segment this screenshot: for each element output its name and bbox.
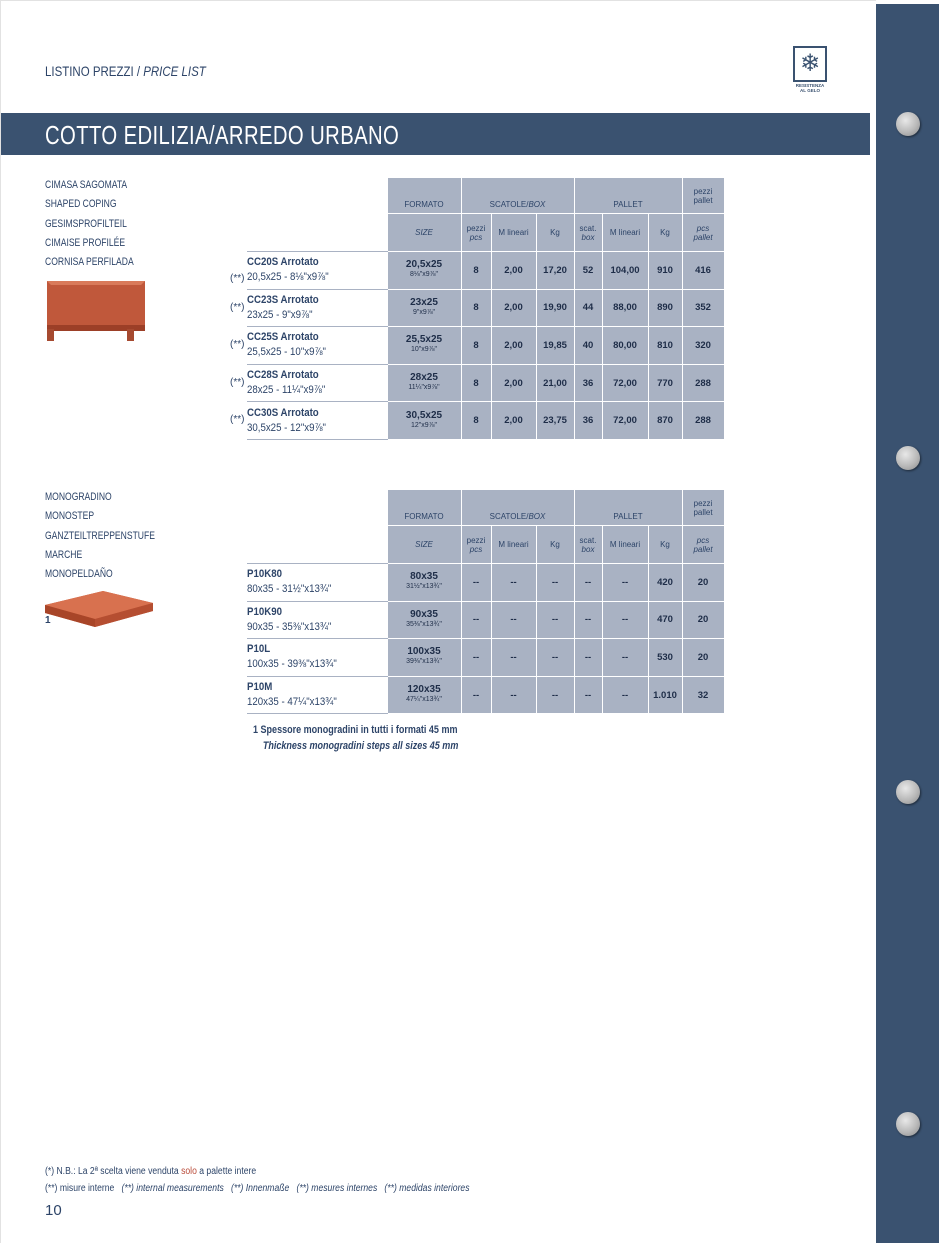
- product-label: [247, 601, 387, 639]
- product-code: CC28S Arrotato: [247, 369, 319, 382]
- cell-kg: 19,90: [536, 289, 574, 327]
- header-pallet: PALLET: [574, 490, 682, 526]
- cell-pcs: --: [461, 601, 491, 639]
- cell-scat: 36: [574, 364, 602, 402]
- product-label: [247, 639, 387, 677]
- banner-title: COTTO EDILIZIA/ARREDO URBANO: [45, 120, 400, 150]
- cell-pml: 104,00: [602, 252, 648, 290]
- cell-scat: --: [574, 564, 602, 602]
- header-pallet-m-lineari: M lineari: [602, 526, 648, 564]
- cell-pkg: 530: [648, 639, 682, 677]
- asterisk-mark: (**): [230, 339, 245, 351]
- product-names-monostep: MONOGRADINO MONOSTEP GANZTEILTREPPENSTUFE MARCHE MONOPELDAÑO: [45, 491, 155, 581]
- cell-ml: --: [491, 639, 536, 677]
- cell-pcs: 8: [461, 402, 491, 440]
- header-pcs-pallet: pcs pallet: [682, 526, 724, 564]
- cell-ml: --: [491, 564, 536, 602]
- header-scatole: SCATOLE/BOX: [461, 178, 574, 214]
- cell-kg: 19,85: [536, 327, 574, 365]
- product-label: [230, 252, 387, 290]
- product-label: [247, 676, 387, 714]
- cell-pml: 72,00: [602, 402, 648, 440]
- header-formato: FORMATO: [387, 178, 461, 214]
- product-code: P10K80: [247, 568, 282, 581]
- product-dimensions: 25,5x25 - 10"x9⅞": [247, 346, 326, 359]
- header-scat-box: scat. box: [574, 526, 602, 564]
- header-pallet: PALLET: [574, 178, 682, 214]
- header-kg: Kg: [536, 526, 574, 564]
- format-cell: 80x35 31½"x13¾": [387, 564, 461, 602]
- product-dimensions: 90x35 - 35⅜"x13¾": [247, 620, 332, 633]
- cell-pml: --: [602, 601, 648, 639]
- format-cell: 20,5x25 8⅛"x9⅞": [387, 252, 461, 290]
- product-code: CC30S Arrotato: [247, 406, 319, 419]
- binder-spine: [876, 4, 939, 1243]
- cell-pcs: 8: [461, 364, 491, 402]
- product-code: P10K90: [247, 605, 282, 618]
- header-pezzi-pcs: pezzi pcs: [461, 526, 491, 564]
- cell-pml: 72,00: [602, 364, 648, 402]
- cell-ml: 2,00: [491, 364, 536, 402]
- cell-kg: --: [536, 639, 574, 677]
- product-label: [230, 289, 387, 327]
- cell-pp: 32: [682, 676, 724, 714]
- cell-ml: 2,00: [491, 252, 536, 290]
- product-names-coping: CIMASA SAGOMATA SHAPED COPING GESIMSPROFILTEIL CIMAISE PROFILÉE CORNISA PERFILADA: [45, 179, 134, 269]
- cell-kg: 17,20: [536, 252, 574, 290]
- cell-pp: 20: [682, 601, 724, 639]
- cell-pkg: 420: [648, 564, 682, 602]
- format-cell: 28x25 11¼"x9⅞": [387, 364, 461, 402]
- product-label: [230, 364, 387, 402]
- cell-ml: --: [491, 601, 536, 639]
- cell-kg: --: [536, 564, 574, 602]
- cell-scat: 40: [574, 327, 602, 365]
- cell-pkg: 870: [648, 402, 682, 440]
- cell-kg: 21,00: [536, 364, 574, 402]
- product-label: [230, 402, 387, 440]
- asterisk-mark: (**): [230, 376, 245, 388]
- header-pcs-pallet: pcs pallet: [682, 214, 724, 252]
- table-row: [247, 402, 724, 440]
- cell-scat: 36: [574, 402, 602, 440]
- cell-pcs: 8: [461, 252, 491, 290]
- thickness-footnote: 1 Spessore monogradini in tutti i formati 45 mm Thickness monogradini steps all sizes 45 mm: [253, 724, 459, 752]
- cell-ml: 2,00: [491, 402, 536, 440]
- section-banner: [1, 113, 870, 155]
- header-kg: Kg: [536, 214, 574, 252]
- binder-ring-icon: [896, 1112, 920, 1136]
- format-cell: 23x25 9"x9⅞": [387, 289, 461, 327]
- cell-scat: --: [574, 676, 602, 714]
- format-cell: 120x35 47¼"x13¾": [387, 676, 461, 714]
- table-row: [247, 676, 724, 714]
- cell-pkg: 810: [648, 327, 682, 365]
- header-formato: FORMATO: [387, 490, 461, 526]
- table-row: [247, 252, 724, 290]
- page-number: 10: [45, 1202, 62, 1219]
- header-pallet-kg: Kg: [648, 214, 682, 252]
- header-pallet-kg: Kg: [648, 526, 682, 564]
- table-row: [247, 289, 724, 327]
- header-pezzi-pallet: pezzi pallet: [682, 490, 724, 526]
- table-row: [247, 364, 724, 402]
- page-footer-notes: [45, 1163, 470, 1197]
- table-row: [247, 327, 724, 365]
- cell-pcs: --: [461, 639, 491, 677]
- frost-resistance-label: RESISTENZA AL GELO: [795, 83, 825, 93]
- snowflake-icon: ❄: [793, 46, 827, 82]
- table-row: [247, 601, 724, 639]
- product-code: CC25S Arrotato: [247, 331, 319, 344]
- cell-scat: 44: [574, 289, 602, 327]
- table-row: [247, 639, 724, 677]
- cell-pkg: 470: [648, 601, 682, 639]
- header-size: SIZE: [387, 526, 461, 564]
- monostep-product-image: [43, 589, 155, 633]
- cell-pml: --: [602, 639, 648, 677]
- cell-scat: --: [574, 639, 602, 677]
- product-label: [247, 564, 387, 602]
- header-pezzi-pallet: pezzi pallet: [682, 178, 724, 214]
- asterisk-mark: (**): [230, 414, 245, 426]
- cell-pp: 352: [682, 289, 724, 327]
- format-cell: 90x35 35⅜"x13¾": [387, 601, 461, 639]
- binder-ring-icon: [896, 446, 920, 470]
- header-scat-box: scat. box: [574, 214, 602, 252]
- cell-pp: 20: [682, 564, 724, 602]
- binder-ring-icon: [896, 112, 920, 136]
- format-cell: 25,5x25 10"x9⅞": [387, 327, 461, 365]
- product-dimensions: 80x35 - 31½"x13¾": [247, 583, 332, 596]
- product-dimensions: 23x25 - 9"x9⅞": [247, 308, 313, 321]
- cell-pkg: 1.010: [648, 676, 682, 714]
- coping-price-table: [230, 177, 725, 440]
- second-choice-note: (*) N.B.: La 2ª scelta viene venduta solo a palette intere: [45, 1166, 257, 1177]
- cell-pml: 80,00: [602, 327, 648, 365]
- product-code: P10M: [247, 681, 273, 694]
- coping-product-image: [41, 277, 151, 345]
- cell-pkg: 910: [648, 252, 682, 290]
- header-m-lineari: M lineari: [491, 214, 536, 252]
- product-code: P10L: [247, 643, 271, 656]
- monostep-price-table: [247, 489, 725, 714]
- product-dimensions: 100x35 - 39⅜"x13¾": [247, 658, 337, 671]
- cell-pp: 320: [682, 327, 724, 365]
- cell-pkg: 890: [648, 289, 682, 327]
- header-m-lineari: M lineari: [491, 526, 536, 564]
- document-title: LISTINO PREZZI / PRICE LIST: [45, 63, 206, 79]
- cell-ml: 2,00: [491, 327, 536, 365]
- cell-pkg: 770: [648, 364, 682, 402]
- product-code: CC20S Arrotato: [247, 256, 319, 269]
- cell-pp: 288: [682, 364, 724, 402]
- binder-ring-icon: [896, 780, 920, 804]
- cell-kg: 23,75: [536, 402, 574, 440]
- format-cell: 30,5x25 12"x9⅞": [387, 402, 461, 440]
- product-label: [230, 327, 387, 365]
- header-pallet-m-lineari: M lineari: [602, 214, 648, 252]
- header-pezzi-pcs: pezzi pcs: [461, 214, 491, 252]
- product-dimensions: 28x25 - 11¼"x9⅞": [247, 384, 326, 397]
- cell-pcs: 8: [461, 327, 491, 365]
- cell-pml: 88,00: [602, 289, 648, 327]
- cell-ml: --: [491, 676, 536, 714]
- format-cell: 100x35 39⅜"x13¾": [387, 639, 461, 677]
- cell-pcs: --: [461, 676, 491, 714]
- asterisk-mark: (**): [230, 301, 245, 313]
- cell-kg: --: [536, 601, 574, 639]
- product-dimensions: 20,5x25 - 8⅛"x9⅞": [247, 271, 329, 284]
- measurements-note: (**) misure interne (**) internal measurements (**) Innenmaße (**) mesures internes (**) medidas interiores: [45, 1183, 470, 1194]
- cell-scat: --: [574, 601, 602, 639]
- product-dimensions: 30,5x25 - 12"x9⅞": [247, 421, 326, 434]
- product-code: CC23S Arrotato: [247, 293, 319, 306]
- cell-pcs: --: [461, 564, 491, 602]
- cell-pml: --: [602, 676, 648, 714]
- cell-pp: 416: [682, 252, 724, 290]
- header-scatole: SCATOLE/BOX: [461, 490, 574, 526]
- cell-pp: 20: [682, 639, 724, 677]
- table-row: [247, 564, 724, 602]
- header-size: SIZE: [387, 214, 461, 252]
- cell-kg: --: [536, 676, 574, 714]
- cell-ml: 2,00: [491, 289, 536, 327]
- cell-pp: 288: [682, 402, 724, 440]
- image-note-number: 1: [45, 615, 51, 626]
- cell-pcs: 8: [461, 289, 491, 327]
- asterisk-mark: (**): [230, 273, 245, 284]
- cell-scat: 52: [574, 252, 602, 290]
- cell-pml: --: [602, 564, 648, 602]
- product-dimensions: 120x35 - 47¼"x13¾": [247, 696, 337, 709]
